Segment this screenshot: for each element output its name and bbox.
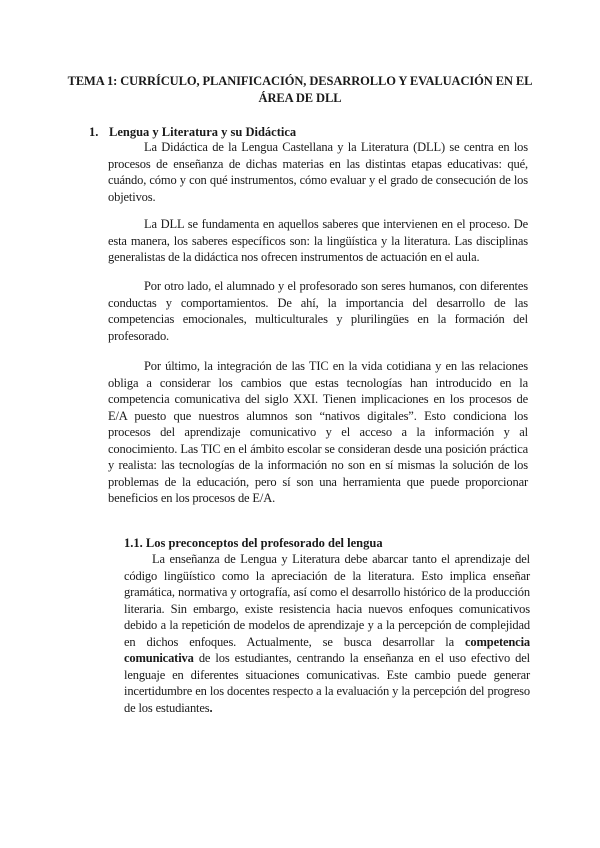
- section-heading-text: Lengua y Literatura y su Didáctica: [109, 125, 297, 139]
- paragraph: [124, 551, 530, 716]
- paragraph: [108, 278, 528, 344]
- paragraph: [108, 358, 528, 507]
- paragraph-text: Por último, la integración de las TIC en la vida cotidiana y en las relaciones obliga a considerar los cambios que estas tecnologías han introducido en la competencia comunicativa del siglo XXI. Tienen implicaciones en los procesos de E/A puesto que nuestros alumnos son “nativos digitales”. Esto condiciona los procesos del aprendizaje comunicativo y el acceso a la información y al conocimiento. Las TIC en el ámbito escolar se consideran desde una posición práctica y realista: las tecnologías de la información no son en sí mismas la solución de los problemas de la educación, pero sí son una herramienta que puede proporcionar beneficios en los procesos de E/A.: [108, 359, 528, 505]
- bold-term: competencia comunicativa: [124, 634, 530, 665]
- paragraph-text: de los estudiantes, centrando la enseñanza en el uso efectivo del lenguaje en diferentes situaciones comunicativas. Este cambio puede generar incertidumbre en los docentes respecto a la evaluación y la percepción del progreso de los estudiantes: [124, 651, 530, 715]
- document-title: TEMA 1: CURRÍCULO, PLANIFICACIÓN, DESARROLLO Y EVALUACIÓN EN EL ÁREA DE DLL: [67, 74, 533, 105]
- section-number: 1.: [89, 125, 99, 139]
- paragraph-text: La DLL se fundamenta en aquellos saberes que intervienen en el proceso. De esta manera, los saberes específicos son: la lingüística y la literatura. Las disciplinas generalistas de la didáctica nos ofrecen instrumentos de actuación en el aula.: [108, 217, 528, 264]
- final-period: .: [209, 700, 213, 715]
- paragraph: [108, 139, 528, 205]
- paragraph-text: La Didáctica de la Lengua Castellana y la Literatura (DLL) se centra en los procesos de enseñanza de dichas materias en las distintas etapas educativas: qué, cuándo, cómo y con qué instrumentos, cómo evaluar y el grado de consecución de los objetivos.: [108, 140, 528, 204]
- subsection-heading: 1.1. Los preconceptos del profesorado del lengua: [124, 536, 383, 550]
- paragraph-text: La enseñanza de Lengua y Literatura debe abarcar tanto el aprendizaje del código lingüístico como la apreciación de la literatura. Esto implica enseñar gramática, normativa y ortografía, así como el desarrollo histórico de la producción literaria. Sin embargo, existe resistencia hacia nuevos enfoques comunicativos debido a la repetición de modelos de aprendizaje y a la percepción de complejidad en dichos enfoques. Actualmente, se busca desarrollar la: [124, 552, 530, 649]
- section-heading: [89, 124, 296, 140]
- paragraph-text: Por otro lado, el alumnado y el profesorado son seres humanos, con diferentes conductas y comportamientos. De ahí, la importancia del desarrollo de las competencias emocionales, multiculturales y plurilingües en la formación del profesorado.: [108, 279, 528, 343]
- paragraph: [108, 216, 528, 266]
